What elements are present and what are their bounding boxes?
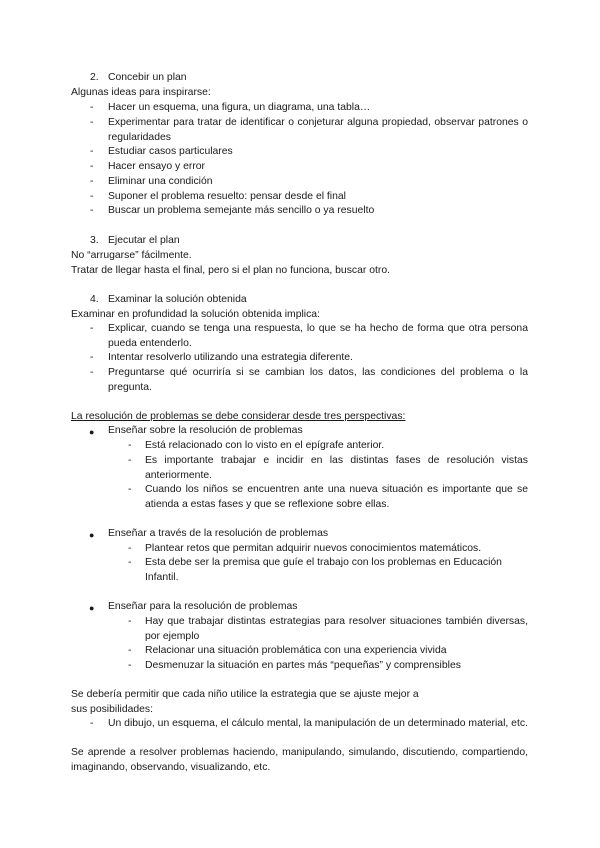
closing-paragraph: Se aprende a resolver problemas haciendo, manipulando, simulando, discutiendo, compartiendo, imaginando, observando, visualizando, etc.: [71, 747, 528, 773]
bullet-marker: ●: [89, 427, 95, 437]
closing-text: sus posibilidades:: [71, 704, 154, 715]
perspective-item: Está relacionado con lo visto en el epígrafe anterior.: [145, 440, 385, 451]
bullet-marker: ●: [89, 603, 95, 613]
section-2-number: 2.: [90, 72, 99, 83]
section-2-intro: Algunas ideas para inspirarse:: [71, 87, 211, 98]
dash-marker: -: [128, 557, 132, 568]
section-4-item: Preguntarse qué ocurriría si se cambian los datos, las condiciones del problema o la pregunta.: [108, 367, 528, 393]
section-2-item: Suponer el problema resuelto: pensar desde el final: [108, 191, 346, 202]
section-3-text: Tratar de llegar hasta el final, pero si el plan no funciona, buscar otro.: [71, 265, 391, 276]
perspective-item: Relacionar una situación problemática con una experiencia vivida: [145, 645, 447, 656]
dash-marker: -: [128, 660, 132, 671]
closing-item: Un dibujo, un esquema, el cálculo mental, la manipulación de un determinado material, etc.: [108, 718, 528, 729]
dash-marker: -: [90, 102, 94, 113]
perspective-item: Plantear retos que permitan adquirir nuevos conocimientos matemáticos.: [145, 543, 482, 554]
dash-marker: -: [90, 367, 94, 378]
dash-marker: -: [90, 323, 94, 334]
dash-marker: -: [128, 645, 132, 656]
section-3-number: 3.: [90, 235, 99, 246]
section-4-intro: Examinar en profundidad la solución obtenida implica:: [71, 309, 320, 320]
dash-marker: -: [90, 161, 94, 172]
section-2-item: Experimentar para tratar de identificar o conjeturar alguna propiedad, observar patrones o regularidades: [108, 117, 528, 143]
section-4-item: Explicar, cuando se tenga una respuesta, lo que se ha hecho de forma que otra persona pueda entenderlo.: [108, 323, 528, 349]
dash-marker: -: [128, 440, 132, 451]
dash-marker: -: [90, 718, 94, 729]
section-3-heading: Ejecutar el plan: [108, 235, 180, 246]
dash-marker: -: [90, 205, 94, 216]
section-2-item: Estudiar casos particulares: [108, 146, 233, 157]
dash-marker: -: [90, 352, 94, 363]
section-4-heading: Examinar la solución obtenida: [108, 294, 247, 305]
dash-marker: -: [90, 146, 94, 157]
perspective-item: Es importante trabajar e incidir en las distintas fases de resolución vistas anteriormente.: [145, 455, 528, 481]
dash-marker: -: [128, 484, 132, 495]
dash-marker: -: [90, 191, 94, 202]
perspective-item: Esta debe ser la premisa que guíe el trabajo con los problemas en Educación Infantil.: [145, 557, 502, 583]
section-2-item: Hacer un esquema, una figura, un diagrama, una tabla…: [108, 102, 371, 113]
section-2-heading: Concebir un plan: [108, 72, 187, 83]
section-2-item: Eliminar una condición: [108, 176, 213, 187]
section-2-item: Buscar un problema semejante más sencillo o ya resuelto: [108, 205, 375, 216]
dash-marker: -: [128, 543, 132, 554]
dash-marker: -: [90, 176, 94, 187]
section-4-number: 4.: [90, 294, 99, 305]
closing-text: Se debería permitir que cada niño utilice la estrategia que se ajuste mejor a: [71, 689, 419, 700]
perspective-item: Desmenuzar la situación en partes más “pequeñas” y comprensibles: [145, 660, 461, 671]
dash-marker: -: [128, 455, 132, 466]
bullet-marker: ●: [89, 530, 95, 540]
section-2-item: Hacer ensayo y error: [108, 161, 206, 172]
dash-marker: -: [128, 616, 132, 627]
perspective-item: Hay que trabajar distintas estrategias para resolver situaciones también diversas, por ejemplo: [145, 616, 528, 642]
section-4-item: Intentar resolverlo utilizando una estrategia diferente.: [108, 352, 353, 363]
perspective-label: Enseñar para la resolución de problemas: [108, 601, 298, 612]
perspective-label: Enseñar sobre la resolución de problemas: [108, 425, 303, 436]
dash-marker: -: [90, 117, 94, 128]
section-3-text: No “arrugarse” fácilmente.: [71, 250, 192, 261]
perspective-label: Enseñar a través de la resolución de problemas: [108, 528, 329, 539]
perspective-item: Cuando los niños se encuentren ante una nueva situación es importante que se atienda a estas fases y que se reflexione sobre ellas.: [145, 484, 528, 510]
perspectives-title: La resolución de problemas se debe considerar desde tres perspectivas:: [71, 411, 406, 422]
